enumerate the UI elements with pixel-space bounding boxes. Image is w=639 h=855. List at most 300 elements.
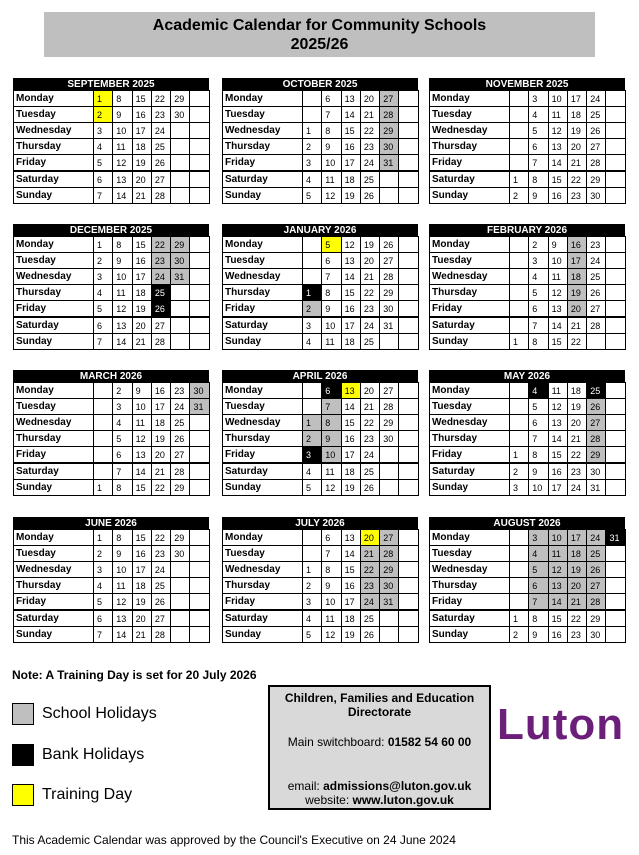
date-cell: 26: [587, 399, 606, 415]
date-cell: 28: [587, 317, 606, 334]
empty-cell: [190, 447, 209, 464]
date-cell: 17: [341, 317, 360, 334]
month-name: JANUARY 2026: [222, 224, 418, 236]
empty-cell: [606, 285, 625, 301]
date-cell: 5: [303, 188, 322, 204]
day-name: Saturday: [430, 171, 510, 188]
empty-cell: [303, 91, 322, 107]
email-link[interactable]: admissions@luton.gov.uk: [323, 779, 472, 793]
empty-cell: [606, 447, 625, 464]
title-line-2: 2025/26: [290, 36, 349, 53]
empty-cell: [399, 237, 418, 253]
date-cell: 26: [171, 431, 190, 447]
day-name: Tuesday: [14, 107, 94, 123]
date-cell: 7: [529, 317, 548, 334]
website-link[interactable]: www.luton.gov.uk: [352, 793, 454, 807]
empty-cell: [606, 546, 625, 562]
date-cell: 3: [303, 447, 322, 464]
date-cell: 30: [171, 253, 190, 269]
date-cell: 13: [341, 253, 360, 269]
date-cell: 14: [548, 155, 567, 172]
date-cell: 29: [380, 562, 399, 578]
approval-footer: This Academic Calendar was approved by the Council's Executive on 24 June 2024: [12, 833, 456, 847]
day-name: Thursday: [14, 578, 94, 594]
date-cell: 15: [341, 415, 360, 431]
empty-cell: [303, 530, 322, 546]
date-cell: 29: [587, 171, 606, 188]
empty-cell: [380, 627, 399, 643]
date-cell: 12: [548, 123, 567, 139]
empty-cell: [171, 562, 190, 578]
empty-cell: [510, 155, 529, 172]
switchboard-number[interactable]: 01582 54 60 00: [387, 735, 472, 749]
date-cell: 27: [380, 253, 399, 269]
empty-cell: [606, 463, 625, 480]
empty-cell: [190, 463, 209, 480]
date-cell: 12: [548, 285, 567, 301]
date-cell: 16: [132, 546, 151, 562]
date-cell: 5: [529, 399, 548, 415]
date-cell: 1: [303, 285, 322, 301]
date-cell: 4: [529, 107, 548, 123]
day-name: Friday: [223, 447, 303, 464]
day-name: Wednesday: [14, 562, 94, 578]
date-cell: 7: [322, 269, 341, 285]
empty-cell: [606, 155, 625, 172]
day-name: Friday: [223, 301, 303, 318]
date-cell: 22: [360, 285, 379, 301]
month-name: JULY 2026: [222, 517, 418, 529]
date-cell: 14: [548, 431, 567, 447]
date-cell: 6: [529, 301, 548, 318]
date-cell: 8: [529, 334, 548, 350]
date-cell: 6: [94, 610, 113, 627]
date-cell: 19: [151, 431, 170, 447]
date-cell: 14: [341, 107, 360, 123]
empty-cell: [606, 139, 625, 155]
date-cell: 13: [341, 383, 360, 399]
date-cell: 15: [548, 447, 567, 464]
date-cell: 19: [341, 480, 360, 496]
month-calendar: [429, 370, 625, 496]
empty-cell: [606, 253, 625, 269]
empty-cell: [171, 123, 190, 139]
date-cell: 21: [360, 107, 379, 123]
date-cell: 28: [587, 431, 606, 447]
empty-cell: [399, 171, 418, 188]
date-cell: 21: [567, 431, 586, 447]
date-cell: 3: [529, 530, 548, 546]
day-name: Wednesday: [14, 123, 94, 139]
empty-cell: [510, 237, 529, 253]
day-name: Tuesday: [14, 546, 94, 562]
empty-cell: [606, 237, 625, 253]
date-cell: 16: [567, 237, 586, 253]
date-cell: 14: [341, 546, 360, 562]
date-cell: 4: [529, 269, 548, 285]
empty-cell: [171, 139, 190, 155]
empty-cell: [510, 415, 529, 431]
date-cell: 4: [94, 139, 113, 155]
day-name: Tuesday: [223, 399, 303, 415]
date-cell: 15: [132, 480, 151, 496]
date-cell: 31: [606, 530, 625, 546]
empty-cell: [399, 480, 418, 496]
date-cell: 26: [151, 155, 170, 172]
date-cell: 11: [548, 269, 567, 285]
date-cell: 1: [94, 91, 113, 107]
date-cell: 19: [567, 123, 586, 139]
date-cell: 15: [341, 562, 360, 578]
date-cell: 17: [151, 399, 170, 415]
date-cell: 24: [171, 399, 190, 415]
date-cell: 23: [151, 107, 170, 123]
day-name: Monday: [430, 237, 510, 253]
date-cell: 23: [151, 546, 170, 562]
day-name: Wednesday: [430, 123, 510, 139]
empty-cell: [510, 546, 529, 562]
training-day-note: Note: A Training Day is set for 20 July 2026: [12, 668, 257, 682]
date-cell: 20: [132, 317, 151, 334]
empty-cell: [606, 610, 625, 627]
empty-cell: [606, 91, 625, 107]
date-cell: 9: [132, 383, 151, 399]
date-cell: 24: [360, 155, 379, 172]
date-cell: 15: [132, 237, 151, 253]
date-cell: 12: [341, 237, 360, 253]
empty-cell: [380, 171, 399, 188]
day-name: Friday: [430, 594, 510, 611]
month-name: FEBRUARY 2026: [429, 224, 625, 236]
date-cell: 21: [360, 269, 379, 285]
month-calendar: [429, 78, 625, 204]
date-cell: 8: [113, 91, 132, 107]
date-cell: 25: [360, 334, 379, 350]
empty-cell: [190, 237, 209, 253]
empty-cell: [510, 123, 529, 139]
date-cell: 8: [529, 610, 548, 627]
date-cell: 29: [171, 91, 190, 107]
date-cell: 24: [151, 269, 170, 285]
email-line: [270, 779, 489, 793]
month-calendar: [222, 224, 418, 350]
month-name: SEPTEMBER 2025: [13, 78, 209, 90]
date-cell: 6: [94, 317, 113, 334]
date-cell: 19: [132, 594, 151, 611]
date-cell: 1: [94, 530, 113, 546]
date-cell: 16: [341, 139, 360, 155]
date-cell: 9: [322, 139, 341, 155]
empty-cell: [190, 431, 209, 447]
date-cell: 2: [303, 139, 322, 155]
date-cell: 27: [587, 578, 606, 594]
empty-cell: [190, 594, 209, 611]
date-cell: 30: [171, 546, 190, 562]
date-cell: 4: [94, 578, 113, 594]
month-name: MAY 2026: [429, 370, 625, 382]
date-cell: 6: [322, 253, 341, 269]
date-cell: 31: [171, 269, 190, 285]
day-name: Friday: [14, 155, 94, 172]
date-cell: 6: [322, 530, 341, 546]
date-cell: 7: [94, 188, 113, 204]
date-cell: 12: [322, 627, 341, 643]
month-calendar: [13, 78, 209, 204]
day-name: Sunday: [14, 480, 94, 496]
empty-cell: [399, 123, 418, 139]
date-cell: 9: [322, 578, 341, 594]
empty-cell: [399, 431, 418, 447]
date-cell: 15: [341, 123, 360, 139]
empty-cell: [171, 285, 190, 301]
date-cell: 9: [322, 301, 341, 318]
date-cell: 20: [567, 301, 586, 318]
empty-cell: [190, 155, 209, 172]
empty-cell: [94, 383, 113, 399]
date-cell: 7: [529, 594, 548, 611]
date-cell: 23: [567, 188, 586, 204]
date-cell: 1: [510, 334, 529, 350]
date-cell: 17: [567, 253, 586, 269]
date-cell: 6: [529, 139, 548, 155]
month-calendar: [222, 78, 418, 204]
date-cell: 10: [322, 594, 341, 611]
day-name: Friday: [430, 301, 510, 318]
date-cell: 18: [341, 610, 360, 627]
day-name: Sunday: [223, 627, 303, 643]
date-cell: 26: [587, 562, 606, 578]
date-cell: 29: [587, 610, 606, 627]
date-cell: 3: [303, 155, 322, 172]
date-cell: 16: [548, 627, 567, 643]
day-name: Thursday: [14, 431, 94, 447]
empty-cell: [399, 463, 418, 480]
date-cell: 27: [587, 139, 606, 155]
empty-cell: [399, 188, 418, 204]
date-cell: 20: [132, 610, 151, 627]
date-cell: 16: [132, 253, 151, 269]
date-cell: 13: [132, 447, 151, 464]
calendar-title: [44, 12, 595, 57]
date-cell: 21: [567, 594, 586, 611]
date-cell: 2: [94, 546, 113, 562]
day-name: Wednesday: [430, 269, 510, 285]
date-cell: 8: [322, 562, 341, 578]
date-cell: 21: [132, 188, 151, 204]
empty-cell: [190, 627, 209, 643]
date-cell: 15: [132, 91, 151, 107]
empty-cell: [94, 399, 113, 415]
date-cell: 22: [151, 530, 170, 546]
date-cell: 23: [171, 383, 190, 399]
empty-cell: [399, 334, 418, 350]
date-cell: 25: [587, 107, 606, 123]
date-cell: 11: [113, 139, 132, 155]
date-cell: 30: [587, 463, 606, 480]
empty-cell: [399, 253, 418, 269]
empty-cell: [606, 399, 625, 415]
day-name: Thursday: [430, 139, 510, 155]
empty-cell: [399, 627, 418, 643]
empty-cell: [94, 463, 113, 480]
day-name: Wednesday: [14, 269, 94, 285]
date-cell: 29: [380, 285, 399, 301]
bank-holiday-swatch: [12, 744, 34, 766]
date-cell: 19: [341, 188, 360, 204]
date-cell: 10: [322, 155, 341, 172]
date-cell: 10: [132, 399, 151, 415]
empty-cell: [399, 546, 418, 562]
date-cell: 1: [510, 447, 529, 464]
date-cell: 7: [322, 399, 341, 415]
date-cell: 2: [529, 237, 548, 253]
day-name: Wednesday: [223, 562, 303, 578]
date-cell: 22: [151, 237, 170, 253]
date-cell: 11: [322, 610, 341, 627]
empty-cell: [510, 317, 529, 334]
day-name: Thursday: [223, 139, 303, 155]
date-cell: 25: [151, 139, 170, 155]
date-cell: 18: [567, 269, 586, 285]
date-cell: 11: [113, 285, 132, 301]
empty-cell: [606, 431, 625, 447]
empty-cell: [587, 334, 606, 350]
empty-cell: [380, 334, 399, 350]
date-cell: 31: [587, 480, 606, 496]
date-cell: 31: [380, 155, 399, 172]
date-cell: 14: [548, 594, 567, 611]
date-cell: 28: [380, 546, 399, 562]
date-cell: 25: [587, 383, 606, 399]
date-cell: 24: [151, 123, 170, 139]
empty-cell: [399, 155, 418, 172]
date-cell: 4: [303, 610, 322, 627]
empty-cell: [399, 530, 418, 546]
empty-cell: [303, 399, 322, 415]
date-cell: 2: [510, 188, 529, 204]
date-cell: 21: [132, 627, 151, 643]
date-cell: 24: [360, 447, 379, 464]
day-name: Sunday: [430, 188, 510, 204]
date-cell: 20: [360, 383, 379, 399]
website-label: website:: [305, 793, 350, 807]
day-name: Monday: [430, 383, 510, 399]
date-cell: 20: [151, 447, 170, 464]
empty-cell: [380, 480, 399, 496]
day-name: Friday: [223, 594, 303, 611]
day-name: Wednesday: [430, 562, 510, 578]
date-cell: 18: [132, 139, 151, 155]
empty-cell: [190, 139, 209, 155]
day-name: Wednesday: [430, 415, 510, 431]
month-calendar: [13, 517, 209, 643]
date-cell: 17: [132, 562, 151, 578]
empty-cell: [380, 463, 399, 480]
date-cell: 5: [322, 237, 341, 253]
date-cell: 30: [171, 107, 190, 123]
date-cell: 21: [360, 399, 379, 415]
date-cell: 24: [567, 480, 586, 496]
empty-cell: [190, 415, 209, 431]
empty-cell: [190, 480, 209, 496]
date-cell: 7: [529, 155, 548, 172]
empty-cell: [303, 107, 322, 123]
date-cell: 28: [151, 188, 170, 204]
date-cell: 21: [132, 334, 151, 350]
empty-cell: [510, 285, 529, 301]
date-cell: 18: [341, 334, 360, 350]
day-name: Tuesday: [223, 253, 303, 269]
date-cell: 23: [567, 627, 586, 643]
date-cell: 10: [113, 123, 132, 139]
date-cell: 20: [567, 139, 586, 155]
date-cell: 17: [567, 530, 586, 546]
empty-cell: [606, 562, 625, 578]
day-name: Thursday: [14, 139, 94, 155]
date-cell: 29: [171, 237, 190, 253]
date-cell: 3: [303, 594, 322, 611]
luton-logo: Luton: [497, 700, 625, 749]
date-cell: 16: [548, 188, 567, 204]
date-cell: 23: [360, 139, 379, 155]
day-name: Monday: [223, 530, 303, 546]
day-name: Monday: [223, 383, 303, 399]
date-cell: 17: [341, 447, 360, 464]
date-cell: 23: [360, 431, 379, 447]
date-cell: 19: [567, 562, 586, 578]
empty-cell: [510, 91, 529, 107]
date-cell: 9: [113, 107, 132, 123]
date-cell: 29: [380, 415, 399, 431]
date-cell: 23: [587, 237, 606, 253]
date-cell: 3: [94, 562, 113, 578]
date-cell: 15: [548, 610, 567, 627]
date-cell: 28: [380, 269, 399, 285]
date-cell: 16: [151, 383, 170, 399]
day-name: Thursday: [223, 578, 303, 594]
date-cell: 16: [341, 301, 360, 318]
date-cell: 28: [171, 463, 190, 480]
empty-cell: [606, 480, 625, 496]
day-name: Saturday: [14, 317, 94, 334]
day-name: Monday: [430, 530, 510, 546]
date-cell: 18: [132, 285, 151, 301]
day-name: Sunday: [430, 480, 510, 496]
date-cell: 27: [171, 447, 190, 464]
date-cell: 25: [151, 578, 170, 594]
date-cell: 4: [94, 285, 113, 301]
date-cell: 2: [303, 301, 322, 318]
empty-cell: [171, 627, 190, 643]
date-cell: 22: [151, 480, 170, 496]
day-name: Sunday: [223, 480, 303, 496]
date-cell: 14: [341, 269, 360, 285]
month-name: AUGUST 2026: [429, 517, 625, 529]
date-cell: 13: [548, 139, 567, 155]
date-cell: 14: [113, 188, 132, 204]
day-name: Wednesday: [223, 269, 303, 285]
date-cell: 22: [567, 334, 586, 350]
date-cell: 25: [587, 269, 606, 285]
empty-cell: [510, 301, 529, 318]
empty-cell: [303, 269, 322, 285]
empty-cell: [171, 188, 190, 204]
date-cell: 22: [151, 91, 170, 107]
empty-cell: [606, 415, 625, 431]
date-cell: 19: [132, 155, 151, 172]
date-cell: 6: [322, 383, 341, 399]
day-name: Thursday: [430, 578, 510, 594]
